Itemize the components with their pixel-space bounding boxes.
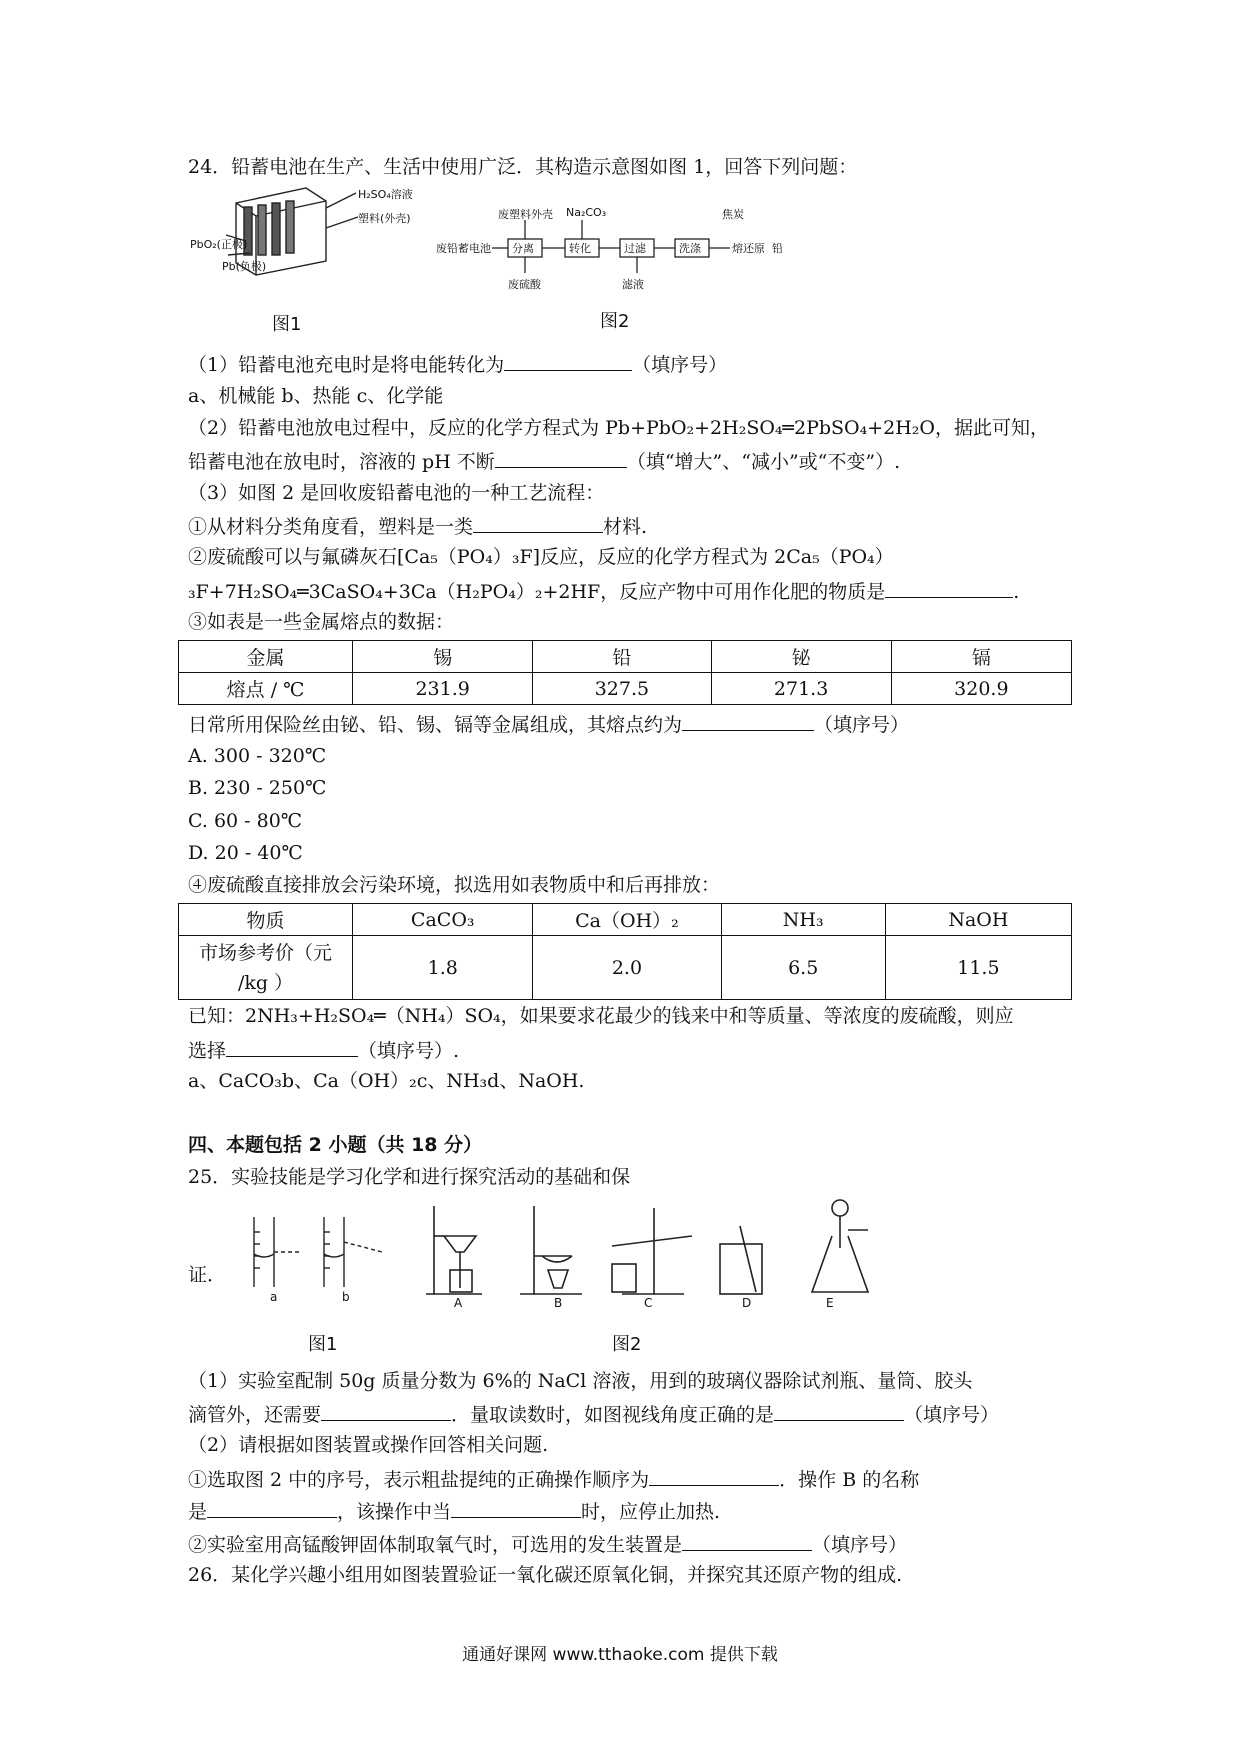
- q24-p1-hint: （填序号）: [632, 354, 728, 376]
- fig2-label-B: B: [554, 1296, 563, 1310]
- table-cell: 铋: [711, 641, 891, 673]
- q24-p3-3-text: 日常所用保险丝由铋、铅、锡、镉等金属组成，其熔点约为: [188, 714, 683, 736]
- q24-p3-4-hint: （填序号）.: [358, 1040, 460, 1062]
- q24-p3-2-line1: ②废硫酸可以与氟磷灰石[Ca₅（PO₄）₃F]反应，反应的化学方程式为 2Ca₅（PO₄）: [188, 546, 894, 568]
- fig2-start: 废铅蓄电池: [436, 242, 491, 255]
- q24-p3: （3）如图 2 是回收废铅蓄电池的一种工艺流程：: [188, 482, 605, 504]
- q25-p1-hint: （填序号）: [904, 1404, 1000, 1426]
- table-row: [179, 936, 1072, 1000]
- table-cell: 327.5: [533, 673, 711, 705]
- answer-blank-12[interactable]: [682, 1530, 812, 1551]
- fig1-label-pb: Pb(负极): [222, 260, 267, 273]
- q24-stem: 24．铅蓄电池在生产、生活中使用广泛．其构造示意图如图 1，回答下列问题：: [188, 156, 858, 178]
- q25-p2: （2）请根据如图装置或操作回答相关问题.: [188, 1434, 549, 1456]
- table-cell: 320.9: [891, 673, 1071, 705]
- q24-p1-text: （1）铅蓄电池充电时是将电能转化为: [188, 354, 505, 376]
- option-b: B. 230 - 250℃: [188, 777, 327, 799]
- q24-p2-text: 铅蓄电池在放电时，溶液的 pH 不断: [188, 451, 495, 473]
- q24-p3-4: ④废硫酸直接排放会污染环境，拟选用如表物质中和后再排放：: [188, 874, 721, 896]
- fig2-box-wash: 洗涤: [679, 242, 701, 255]
- answer-blank-3[interactable]: [473, 512, 603, 533]
- table-cell: NH₃: [721, 904, 885, 936]
- q24-p1-options: a、机械能 b、热能 c、化学能: [188, 385, 444, 407]
- table-row: [179, 904, 1072, 936]
- table-cell: 271.3: [711, 673, 891, 705]
- q25-p1-line2: [188, 1400, 999, 1428]
- q24-p3-3: ③如表是一些金属熔点的数据：: [188, 611, 455, 633]
- table-cell: 6.5: [721, 936, 885, 1000]
- q25-fig2-caption: 图2: [612, 1334, 642, 1355]
- apparatus-figure: [422, 1196, 872, 1306]
- q25-p2-1-text-b: ．操作 B 的名称: [779, 1469, 920, 1491]
- q24-p1: [188, 350, 727, 378]
- fig2-box-separate: 分离: [512, 242, 534, 255]
- answer-blank-2[interactable]: [495, 447, 627, 468]
- table-cell: NaOH: [885, 904, 1071, 936]
- q26-stem: 26．某化学兴趣小组用如图装置验证一氧化碳还原氧化铜，并探究其还原产物的组成.: [188, 1564, 903, 1586]
- fig2-end: 铅: [772, 242, 783, 255]
- price-label-line1: 市场参考价（元: [199, 941, 333, 964]
- answer-blank-6[interactable]: [226, 1036, 358, 1057]
- page-footer: 通通好课网 www.tthaoke.com 提供下载: [462, 1645, 778, 1665]
- fig2-input-na2co3: Na₂CO₃: [566, 206, 607, 219]
- fig2-box-convert: 转化: [569, 242, 591, 255]
- fig2-output-filtrate: 滤液: [622, 278, 644, 291]
- table-cell: 11.5: [885, 936, 1071, 1000]
- q24-p3-3-question: [188, 710, 909, 738]
- q24-p3-4-options: a、CaCO₃b、Ca（OH）₂c、NH₃d、NaOH.: [188, 1070, 585, 1092]
- fig2-input-plastic: 废塑料外壳: [498, 208, 553, 221]
- fig1-label-shell: 塑料(外壳): [358, 212, 411, 225]
- q25-p2-1-line2: [188, 1497, 720, 1525]
- fig1-label-acid: H₂SO₄溶液: [358, 188, 413, 201]
- fig2-label-D: D: [742, 1296, 752, 1310]
- fig2-box-smelt: 熔还原: [732, 242, 765, 255]
- q24-p2-line1: （2）铅蓄电池放电过程中，反应的化学方程式为 Pb+PbO₂+2H₂SO₄═2PbSO₄+2H₂O，据此可知，: [188, 417, 1049, 439]
- answer-blank-11[interactable]: [451, 1497, 581, 1518]
- q25-fig1-caption: 图1: [308, 1334, 338, 1355]
- fig2-box-filter: 过滤: [624, 242, 646, 255]
- q25-p1-text-b: ．量取读数时，如图视线角度正确的是: [451, 1404, 775, 1426]
- q24-p3-1-end: 材料.: [603, 516, 648, 538]
- table-row: [179, 673, 1072, 705]
- table-cell: [179, 936, 353, 1000]
- table-row: [179, 641, 1072, 673]
- measuring-cylinder-figure: [232, 1212, 392, 1302]
- q24-p3-1-text: ①从材料分类角度看，塑料是一类: [188, 516, 474, 538]
- fig2-caption: 图2: [600, 311, 630, 332]
- q25-p2-2: [188, 1530, 907, 1558]
- q24-p3-2-end: .: [1013, 581, 1020, 603]
- q25-p2-1-line1: [188, 1465, 919, 1493]
- table-cell: 锡: [353, 641, 533, 673]
- q24-p3-2-text: ₃F+7H₂SO₄═3CaSO₄+3Ca（H₂PO₄）₂+2HF，反应产物中可用作化肥的物质是: [188, 581, 886, 603]
- q24-p3-1: [188, 512, 647, 540]
- table-cell: 镉: [891, 641, 1071, 673]
- fig2-input-coke: 焦炭: [722, 208, 744, 221]
- q25-p2-1-text-a: ①选取图 2 中的序号，表示粗盐提纯的正确操作顺序为: [188, 1469, 650, 1491]
- q25-p2-2-hint: （填序号）: [812, 1534, 908, 1556]
- table-cell: 金属: [179, 641, 353, 673]
- q25-p2-2-text: ②实验室用高锰酸钾固体制取氧气时，可选用的发生装置是: [188, 1534, 683, 1556]
- fig2-label-C: C: [644, 1296, 653, 1310]
- q25-stem-line2: 证．: [188, 1264, 227, 1286]
- fig2-output-acid: 废硫酸: [508, 278, 541, 291]
- answer-blank-8[interactable]: [774, 1400, 904, 1421]
- table-cell: 231.9: [353, 673, 533, 705]
- q24-p3-2-line2: [188, 577, 1019, 605]
- answer-blank-7[interactable]: [321, 1400, 451, 1421]
- price-table: [178, 903, 1072, 1000]
- table-cell: 1.8: [353, 936, 533, 1000]
- table-cell: 熔点 / ℃: [179, 673, 353, 705]
- q24-p3-4-text: 选择: [188, 1040, 227, 1062]
- answer-blank-10[interactable]: [207, 1497, 337, 1518]
- fig1-caption: 图1: [272, 314, 302, 335]
- melting-point-table: [178, 640, 1072, 705]
- q24-p2-hint: （填“增大”、“减小”或“不变”）.: [626, 451, 901, 473]
- option-a: A. 300 - 320℃: [188, 745, 327, 767]
- table-cell: 物质: [179, 904, 353, 936]
- fig1-label-a: a: [270, 1290, 278, 1304]
- q25-p1-text-a: 滴管外，还需要: [188, 1404, 322, 1426]
- option-d: D. 20 - 40℃: [188, 842, 303, 864]
- q25-p2-1-text-d: ，该操作中当: [337, 1501, 452, 1523]
- q25-stem-line1: 25．实验技能是学习化学和进行探究活动的基础和保: [188, 1166, 631, 1188]
- answer-blank-1[interactable]: [504, 350, 632, 371]
- table-cell: CaCO₃: [353, 904, 533, 936]
- table-cell: Ca（OH）₂: [533, 904, 721, 936]
- answer-blank-9[interactable]: [649, 1465, 779, 1486]
- section-heading: 四、本题包括 2 小题（共 18 分）: [188, 1134, 483, 1156]
- q24-p3-4-select: [188, 1036, 459, 1064]
- q24-p2-line2: [188, 447, 900, 475]
- fig2-label-A: A: [454, 1296, 463, 1310]
- fig2-label-E: E: [826, 1296, 834, 1310]
- answer-blank-4[interactable]: [885, 577, 1013, 598]
- table-cell: 2.0: [533, 936, 721, 1000]
- table-cell: 铅: [533, 641, 711, 673]
- q24-p3-4-known: 已知：2NH₃+H₂SO₄═（NH₄）SO₄，如果要求花最少的钱来中和等质量、等浓度的废硫酸，则应: [188, 1005, 1014, 1027]
- price-label-line2: /kg ）: [237, 971, 294, 994]
- answer-blank-5[interactable]: [682, 710, 814, 731]
- q25-p2-1-text-e: 时，应停止加热.: [581, 1501, 721, 1523]
- fig1-label-b: b: [342, 1290, 350, 1304]
- option-c: C. 60 - 80℃: [188, 810, 303, 832]
- q25-p1-line1: （1）实验室配制 50g 质量分数为 6%的 NaCl 溶液，用到的玻璃仪器除试剂瓶、量筒、胶头: [188, 1370, 973, 1392]
- q24-p3-3-hint: （填序号）: [814, 714, 910, 736]
- fig1-label-pbo2: PbO₂(正极): [190, 238, 248, 251]
- q25-p2-1-text-c: 是: [188, 1501, 208, 1523]
